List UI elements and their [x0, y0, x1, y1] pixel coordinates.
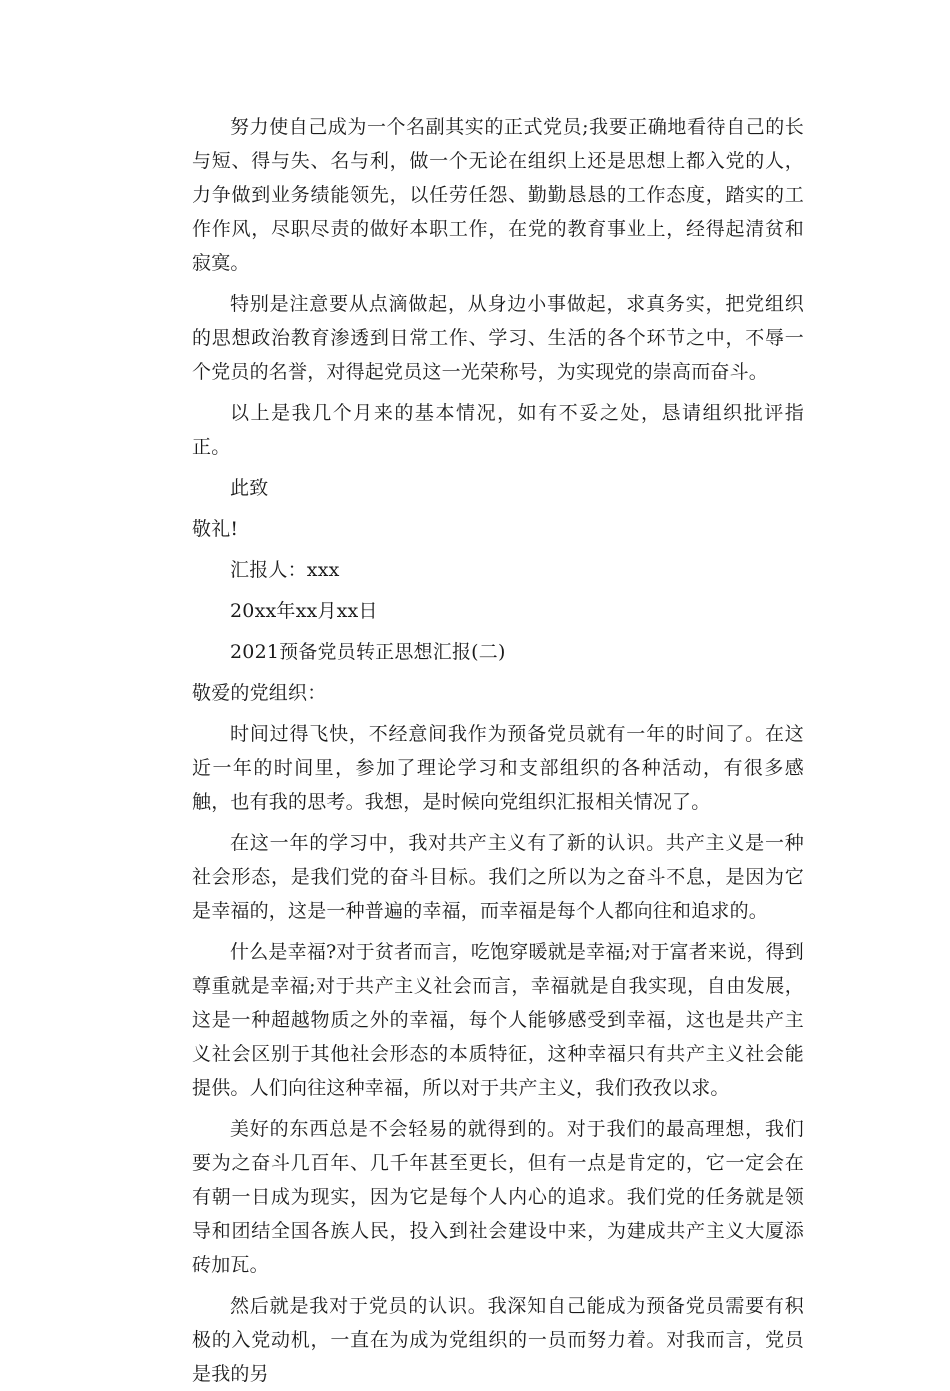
section-title: 2021预备党员转正思想汇报(二) [230, 641, 506, 663]
signature-date: 20xx年xx月xx日 [230, 600, 378, 622]
salutation-closing: 此致 [230, 477, 269, 499]
document-body [192, 110, 804, 1391]
paragraph: 什么是幸福?对于贫者而言，吃饱穿暖就是幸福;对于富者来说，得到尊重就是幸福;对于共产主义社会而言，幸福就是自我实现，自由发展，这是一种超越物质之外的幸福，每个人能够感受到幸福，这也是共产主义社会区别于其他社会形态的本质特征，这种幸福只有共产主义社会能提供。人们向往这种幸福，所以对于共产主义，我们孜孜以求。 [192, 941, 804, 1099]
signature-reporter: 汇报人：xxx [230, 559, 340, 581]
salutation-regards: 敬礼! [192, 518, 239, 540]
greeting: 敬爱的党组织： [192, 682, 327, 704]
paragraph: 美好的东西总是不会轻易的就得到的。对于我们的最高理想，我们要为之奋斗几百年、几千年甚至更长，但有一点是肯定的，它一定会在有朝一日成为现实，因为它是每个人内心的追求。我们党的任务就是领导和团结全国各族人民，投入到社会建设中来，为建成共产主义大厦添砖加瓦。 [192, 1118, 804, 1276]
paragraph: 努力使自己成为一个名副其实的正式党员;我要正确地看待自己的长与短、得与失、名与利，做一个无论在组织上还是思想上都入党的人，力争做到业务绩能领先，以任劳任怨、勤勤恳恳的工作态度，踏实的工作作风，尽职尽责的做好本职工作，在党的教育事业上，经得起清贫和寂寞。 [192, 116, 804, 274]
paragraph: 特别是注意要从点滴做起，从身边小事做起，求真务实，把党组织的思想政治教育渗透到日常工作、学习、生活的各个环节之中，不辱一个党员的名誉，对得起党员这一光荣称号，为实现党的崇高而奋斗。 [192, 293, 804, 383]
paragraph: 以上是我几个月来的基本情况，如有不妥之处，恳请组织批评指正。 [192, 402, 804, 458]
paragraph: 时间过得飞快，不经意间我作为预备党员就有一年的时间了。在这近一年的时间里，参加了理论学习和支部组织的各种活动，有很多感触，也有我的思考。我想，是时候向党组织汇报相关情况了。 [192, 723, 804, 813]
paragraph: 然后就是我对于党员的认识。我深知自己能成为预备党员需要有积极的入党动机，一直在为成为党组织的一员而努力着。对我而言，党员是我的另 [192, 1295, 804, 1385]
paragraph: 在这一年的学习中，我对共产主义有了新的认识。共产主义是一种社会形态，是我们党的奋斗目标。我们之所以为之奋斗不息，是因为它是幸福的，这是一种普遍的幸福，而幸福是每个人都向往和追求的。 [192, 832, 804, 922]
